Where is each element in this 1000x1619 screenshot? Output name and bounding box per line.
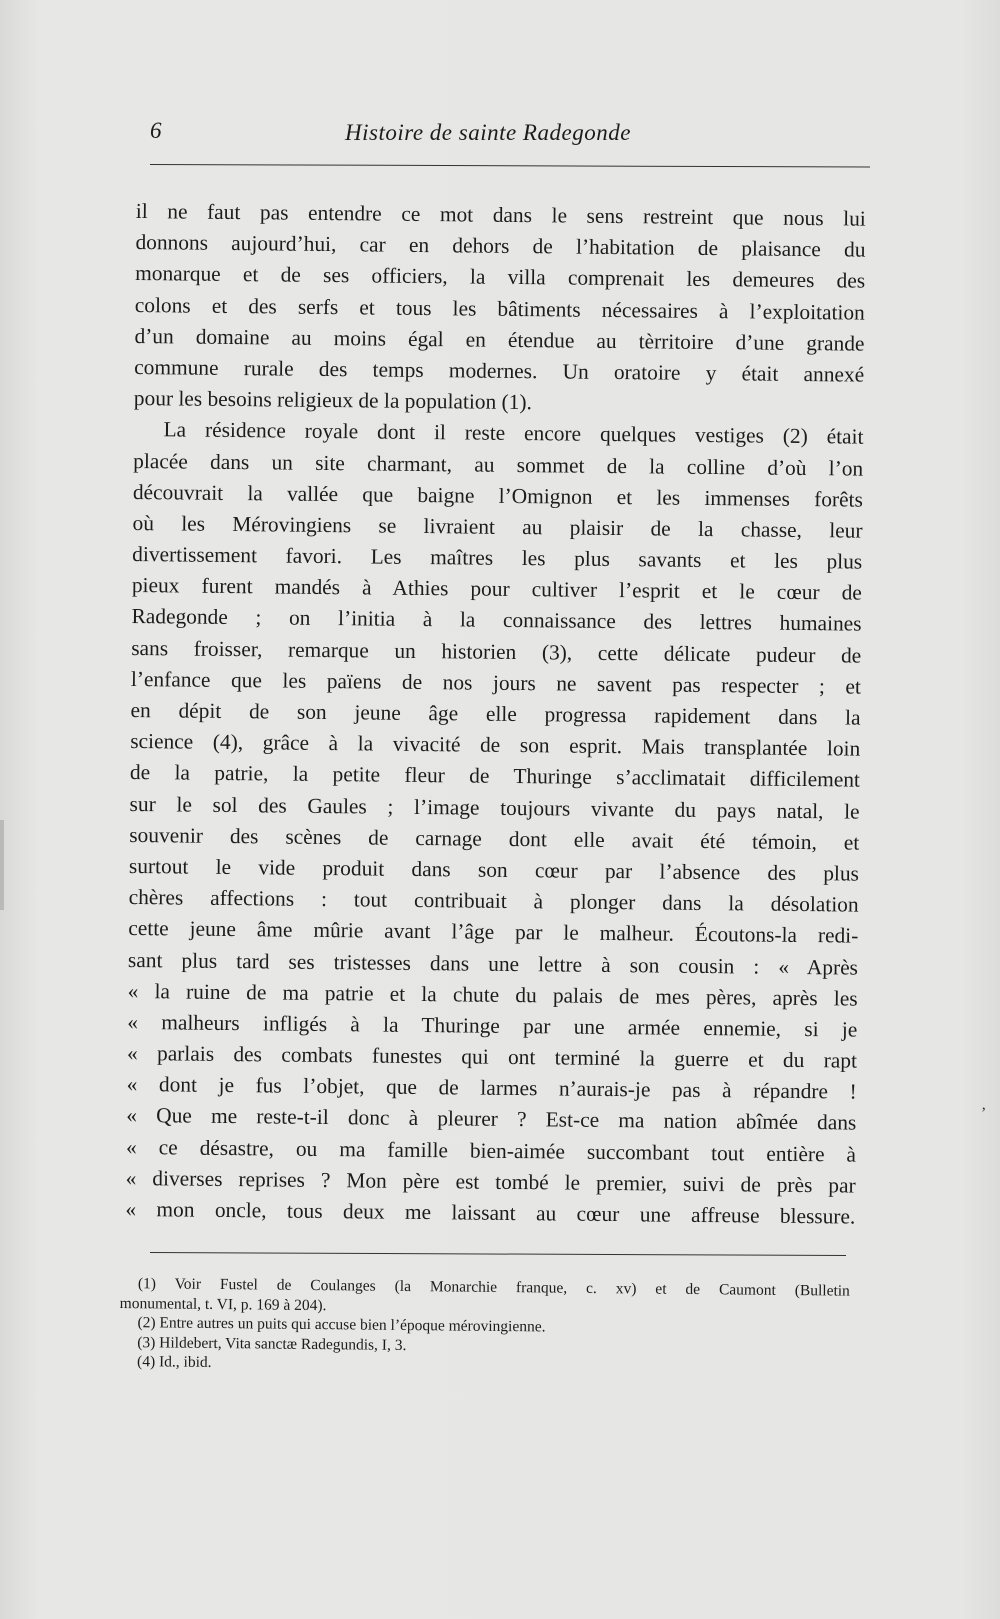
text-line: Radegonde ; on l’initia à la connaissance des lettres humaines: [131, 604, 862, 637]
text-line: donnons aujourd’hui, car en dehors de l’habitation de plaisance du: [135, 230, 866, 262]
text-line: « malheurs infligés à la Thuringe par une armée ennemie, si je: [127, 1009, 858, 1042]
text-line: science (4), grâce à la vivacité de son esprit. Mais transplantée loin: [130, 729, 861, 761]
text-line: pour les besoins religieux de la population (1).: [133, 386, 533, 415]
text-line: placée dans un site charmant, au sommet de la colline d’où l’on: [133, 448, 864, 481]
page-header: [150, 118, 870, 154]
footnote-rule: [150, 1252, 846, 1256]
running-title: Histoire de sainte Radegonde: [345, 120, 631, 145]
text-line: divertissement favori. Les maîtres les plus savants et les plus: [132, 542, 863, 574]
text-line: commune rurale des temps modernes. Un oratoire y était annexé: [134, 354, 865, 387]
text-line: de la patrie, la petite fleur de Thuringe s’acclimatait difficilement: [129, 760, 861, 792]
text-line: l’enfance que les païens de nos jours ne savent pas respecter ; et: [130, 666, 862, 699]
page-edge-shadow: [0, 820, 4, 910]
text-line: « parlais des combats funestes qui ont terminé la guerre et du rapt: [126, 1041, 858, 1073]
text-line: cette jeune âme mûrie avant l’âge par le malheur. Écoutons-la redi-: [128, 916, 859, 948]
text-line: colons et des serfs et tous les bâtiments nécessaires à l’exploitation: [134, 292, 865, 325]
text-line: en dépit de son jeune âge elle progressa rapidement dans la: [130, 697, 861, 730]
page-number: 6: [150, 118, 162, 143]
text-line: monarque et de ses officiers, la villa comprenait les demeures des: [135, 261, 866, 294]
text-line: sant plus tard ses tristesses dans une lettre à son cousin : « Après: [127, 947, 859, 980]
footnotes: [119, 1274, 850, 1379]
text-line: « ce désastre, ou ma famille bien-aimée succombant tout entière à: [125, 1134, 857, 1167]
header-rule: [150, 164, 870, 168]
text-line: d’un domaine au moins égal en étendue au tèrritoire d’une grande: [134, 323, 865, 356]
footnote-1-continued: monumental, t. VI, p. 169 à 204).: [119, 1294, 327, 1314]
text-line: « dont je fus l’objet, que de larmes n’aurais-je pas à répandre !: [126, 1072, 857, 1104]
text-line: surtout le vide produit dans son cœur par l’absence des plus: [128, 853, 860, 886]
text-line: pieux furent mandés à Athies pour cultiver l’esprit et le cœur de: [131, 573, 863, 605]
body-text: [125, 196, 866, 1233]
text-line: chères affections : tout contribuait à plonger dans la désolation: [128, 885, 859, 917]
text-line: sur le sol des Gaules ; l’image toujours vivante du pays natal, le: [129, 791, 860, 824]
text-line: souvenir des scènes de carnage dont elle avait été témoin, et: [129, 822, 860, 855]
footnote-2: (2) Entre autres un puits qui accuse bien l’époque mérovingienne.: [137, 1314, 546, 1336]
margin-mark: ‚: [981, 1096, 987, 1113]
text-line: « la ruine de ma patrie et la chute du palais de mes pères, après les: [127, 978, 858, 1011]
footnote-3: (3) Hildebert, Vita sanctæ Radegundis, I, 3.: [137, 1333, 407, 1354]
text-line: « diverses reprises ? Mon père est tombé le premier, suivi de près par: [125, 1165, 856, 1198]
footnote-4: (4) Id., ibid.: [136, 1353, 212, 1371]
text-line: « Que me reste-t-il donc à pleurer ? Est-ce ma nation abîmée dans: [126, 1103, 857, 1136]
text-line: découvrait la vallée que baigne l’Omignon et les immenses forêts: [132, 479, 863, 512]
footnote-1: (1) Voir Fustel de Coulanges (la Monarchie franque, c. xv) et de Caumont (Bulletin: [137, 1275, 850, 1300]
text-line: il ne faut pas entendre ce mot dans le sens restreint que nous lui: [135, 198, 866, 231]
text-line: où les Mérovingiens se livraient au plaisir de la chasse, leur: [132, 510, 863, 543]
text-line: sans froisser, remarque un historien (3), cette délicate pudeur de: [131, 635, 862, 668]
text-line: La résidence royale dont il reste encore quelques vestiges (2) était: [163, 417, 864, 449]
text-line: « mon oncle, tous deux me laissant au cœur une affreuse blessure.: [125, 1196, 856, 1229]
